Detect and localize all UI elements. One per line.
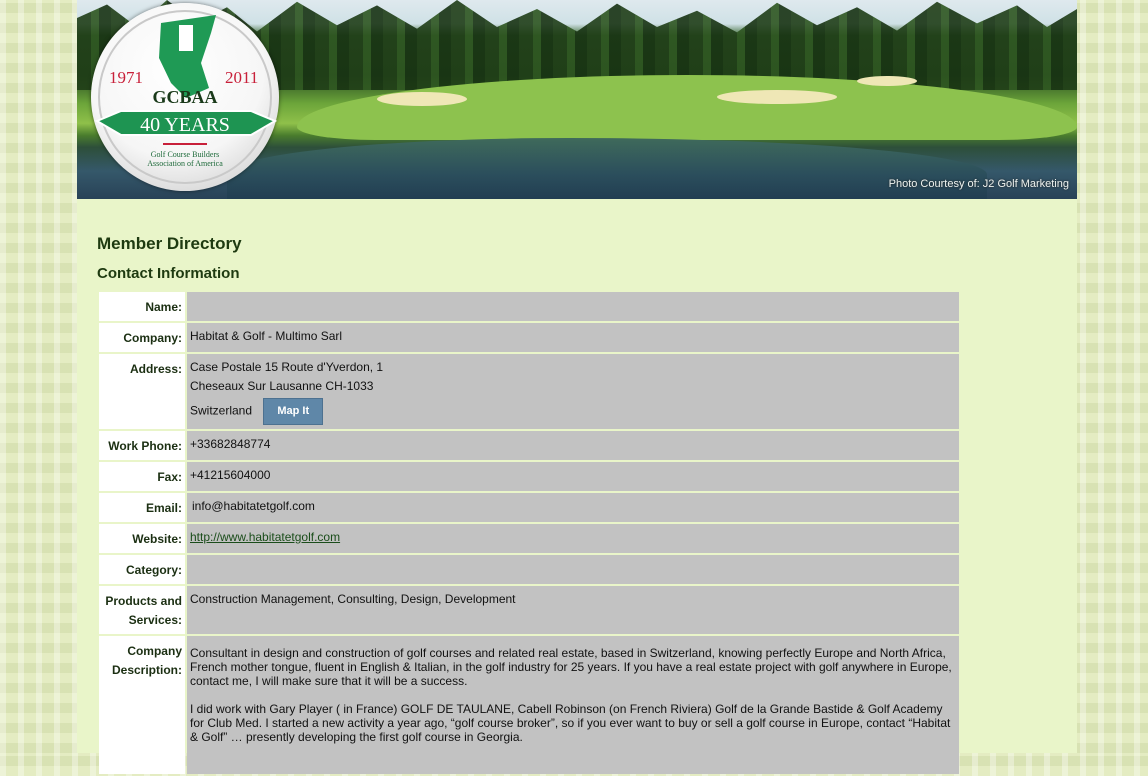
table-row (99, 431, 959, 460)
banner-pond (227, 138, 987, 199)
products-value: Construction Management, Consulting, Design, Development (187, 586, 959, 634)
work-phone-label: Work Phone: (99, 431, 185, 460)
seal-year-left: 1971 (109, 68, 143, 87)
member-detail (97, 234, 961, 776)
gcbaa-logo[interactable] (91, 3, 279, 191)
page-container (77, 0, 1077, 753)
description-label (99, 636, 185, 774)
category-value (187, 555, 959, 584)
email-label: Email: (99, 493, 185, 522)
category-label: Category: (99, 555, 185, 584)
email-value[interactable]: info@habitatetgolf.com (192, 499, 315, 513)
address-line1: Case Postale 15 Route d'Yverdon, 1 (190, 360, 384, 374)
description-label-line2: Description: (111, 663, 182, 677)
description-label-line1: Company (127, 644, 182, 658)
name-value (187, 292, 959, 321)
table-row (99, 636, 959, 774)
address-line2: Cheseaux Sur Lausanne CH-1033 (190, 379, 374, 393)
table-row (99, 586, 959, 634)
contact-table (97, 290, 961, 776)
address-label: Address: (99, 354, 185, 429)
address-value (187, 354, 959, 429)
fax-value: +41215604000 (187, 462, 959, 491)
products-label-line1: Products and (105, 594, 182, 608)
map-it-button[interactable]: Map It (263, 398, 323, 425)
seal-org-line2: Association of America (147, 159, 223, 168)
table-row (99, 292, 959, 321)
description-paragraph: I did work with Gary Player ( in France) GOLF DE TAULANE, Cabell Robinson (on French Riviera) Golf de la Grande Bastide & Golf Academy for Club Med. I started a new activity a year ago, “golf course broker”, so if you ever want to buy or sell a golf course in Europe, contact “Habitat & Golf” … presently developing the first golf course in Georgia. (190, 702, 951, 744)
company-label: Company: (99, 323, 185, 352)
products-label-line2: Services: (128, 613, 182, 627)
section-title: Contact Information (97, 265, 240, 282)
table-row (99, 555, 959, 584)
seal-acronym: GCBAA (152, 87, 218, 107)
description-value (187, 636, 959, 774)
header-banner (77, 0, 1077, 199)
website-label: Website: (99, 524, 185, 553)
seal-org-line1: Golf Course Builders (150, 150, 220, 159)
table-row (99, 493, 959, 522)
website-link[interactable]: http://www.habitatetgolf.com (190, 530, 341, 544)
fax-label: Fax: (99, 462, 185, 491)
table-row (99, 354, 959, 429)
name-label: Name: (99, 292, 185, 321)
seal-year-right: 2011 (225, 68, 259, 87)
address-country: Switzerland (190, 403, 253, 418)
email-cell (187, 493, 959, 522)
page-title: Member Directory (97, 234, 242, 253)
gcbaa-seal-icon (91, 3, 279, 191)
banner-bunker (717, 90, 837, 104)
website-cell (187, 524, 959, 553)
banner-bunker (857, 76, 917, 86)
products-label (99, 586, 185, 634)
table-row (99, 323, 959, 352)
work-phone-value: +33682848774 (187, 431, 959, 460)
banner-bunker (377, 92, 467, 106)
table-row (99, 524, 959, 553)
photo-credit: Photo Courtesy of: J2 Golf Marketing (888, 178, 1069, 190)
address-country-row (190, 398, 956, 425)
description-paragraph: Consultant in design and construction of golf courses and related real estate, based in Switzerland, knowing perfectly Europe and North Africa, French mother tongue, fluent in English & Italian, in the golf industry for 25 years. If you have a real estate project with golf anywhere in Europe, contact me, I will make sure that it will be a success. (190, 646, 952, 688)
company-value: Habitat & Golf - Multimo Sarl (187, 323, 959, 352)
table-row (99, 462, 959, 491)
seal-anniversary: 40 YEARS (140, 114, 230, 136)
